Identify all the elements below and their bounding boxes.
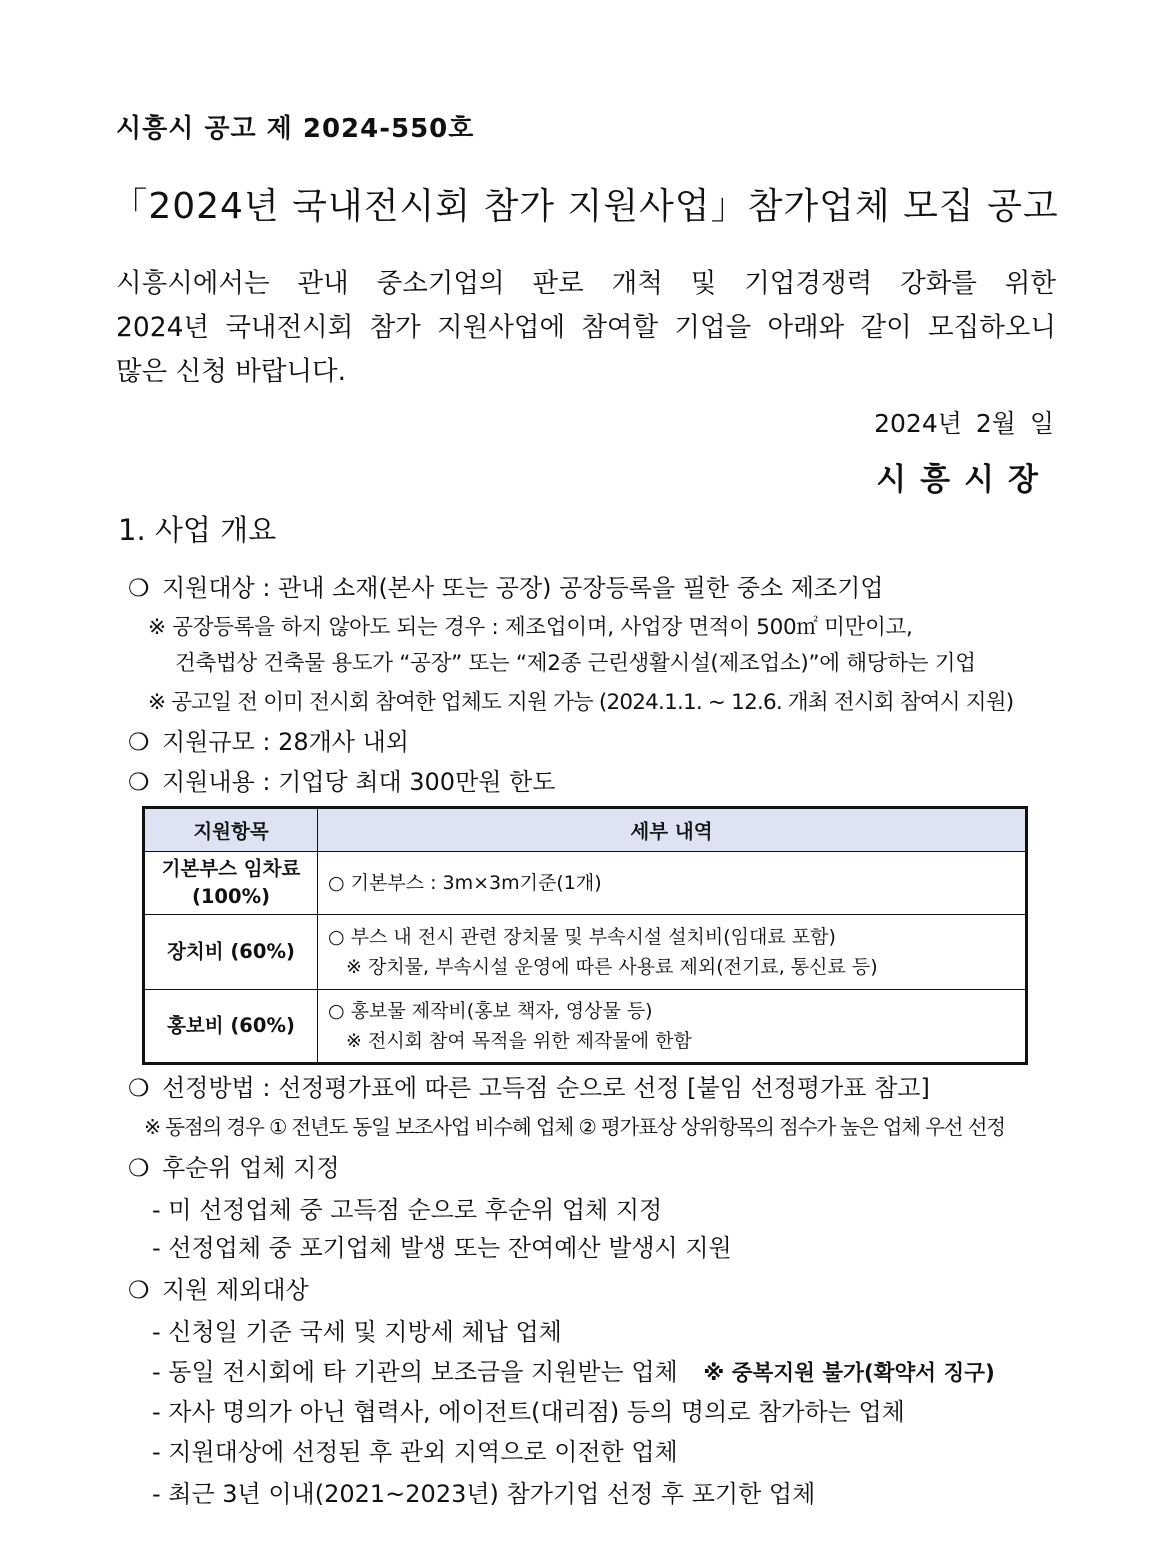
table-header-row [144,808,1027,852]
intro-line-1: 시흥시에서는 관내 중소기업의 판로 개척 및 기업경쟁력 강화를 위한 [116,268,1056,299]
circle-bullet-icon: ❍ [128,1074,150,1102]
circle-bullet-icon: ❍ [128,574,150,602]
intro-line-2: 2024년 국내전시회 참가 지원사업에 참여할 기업을 아래와 같이 모집하오니 [116,312,1056,343]
target-note-2: ※ 공고일 전 이미 전시회 참여한 업체도 지원 가능 (2024.1.1. ~ 12.6. 개최 전시회 참여시 지원) [148,690,1014,715]
support-target: ❍ 지원대상 : 관내 소재(본사 또는 공장) 공장등록을 필한 중소 제조기업 [128,574,884,602]
circle-bullet-icon: ❍ [128,768,150,796]
table-cell-item: 기본부스 임차료 (100%) [144,852,318,915]
duplicate-support-warning: ※ 중복지원 불가(확약서 징구) [703,1361,995,1386]
table-header-item: 지원항목 [144,808,318,852]
notice-date: 2024년 2월 일 [874,409,1054,438]
selection-method: ❍ 선정방법 : 선정평가표에 따른 고득점 순으로 선정 [붙임 선정평가표 참고] [128,1074,930,1102]
list-item: - 자사 명의가 아닌 협력사, 에이전트(대리점) 등의 명의로 참가하는 업체 [152,1398,905,1426]
intro-paragraph [116,262,1056,394]
table-cell-detail: ○ 부스 내 전시 관련 장치물 및 부속시설 설치비(임대료 포함) ※ 장치물, 부속시설 운영에 따른 사용료 제외(전기료, 통신료 등) [318,915,1027,990]
target-note-1-cont: 건축법상 건축물 용도가 “공장” 또는 “제2종 근린생활시설(제조업소)”에 해당하는 기업 [175,651,976,676]
intro-line-3: 많은 신청 바랍니다. [116,356,347,387]
list-item: - 지원대상에 선정된 후 관외 지역으로 이전한 업체 [152,1438,678,1466]
issuer-name: 시흥시장 [876,462,1052,498]
circle-bullet-icon: ❍ [128,1276,150,1304]
table-header-detail: 세부 내역 [318,808,1027,852]
list-item: - 선정업체 중 포기업체 발생 또는 잔여예산 발생시 지원 [152,1234,732,1262]
document-title: 「2024년 국내전시회 참가 지원사업」참가업체 모집 공고 [111,186,1059,227]
selection-note: ※ 동점의 경우 ① 전년도 동일 보조사업 비수혜 업체 ② 평가표상 상위항목의 점수가 높은 업체 우선 선정 [144,1115,1005,1139]
circle-bullet-icon: ❍ [128,728,150,756]
target-note-1: ※ 공장등록을 하지 않아도 되는 경우 : 제조업이며, 사업장 면적이 500㎡ 미만이고, [148,615,913,640]
exclusion-heading: ❍ 지원 제외대상 [128,1276,309,1304]
circle-bullet-icon: ❍ [128,1154,150,1182]
list-item: - 신청일 기준 국세 및 지방세 체납 업체 [152,1318,562,1346]
list-item: - 동일 전시회에 타 기관의 보조금을 지원받는 업체 ※ 중복지원 불가(확약서 징구) [152,1358,995,1386]
support-content: ❍ 지원내용 : 기업당 최대 300만원 한도 [128,768,556,796]
table-cell-item: 홍보비 (60%) [144,990,318,1064]
list-item: - 최근 3년 이내(2021~2023년) 참가기업 선정 후 포기한 업체 [152,1480,816,1508]
support-scale: ❍ 지원규모 : 28개사 내외 [128,728,409,756]
section-heading: 1. 사업 개요 [118,513,277,547]
table-row [144,852,1027,915]
notice-number: 시흥시 공고 제 2024-550호 [116,114,475,144]
list-item: - 미 선정업체 중 고득점 순으로 후순위 업체 지정 [152,1196,663,1224]
table-cell-item: 장치비 (60%) [144,915,318,990]
table-row [144,990,1027,1064]
table-cell-detail: ○ 홍보물 제작비(홍보 책자, 영상물 등) ※ 전시회 참여 목적을 위한 제작물에 한함 [318,990,1027,1064]
backup-designation: ❍ 후순위 업체 지정 [128,1154,340,1182]
table-cell-detail: ○ 기본부스 : 3m×3m기준(1개) [318,852,1027,915]
support-items-table [142,806,1028,1065]
table-row [144,915,1027,990]
